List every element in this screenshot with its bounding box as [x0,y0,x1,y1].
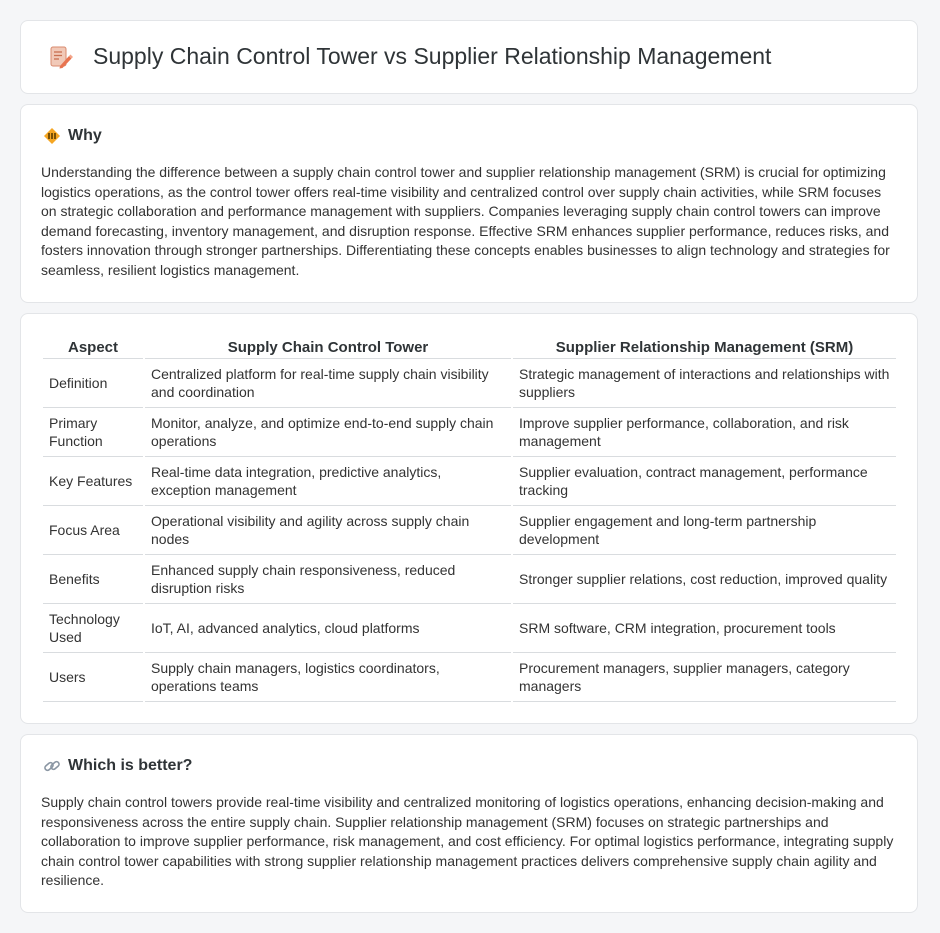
control-tower-cell: Supply chain managers, logistics coordinators, operations teams [145,653,511,702]
why-heading-row [43,127,102,145]
aspect-cell: Key Features [43,457,143,506]
header-control-tower: Supply Chain Control Tower [145,335,511,359]
table-row [43,555,896,604]
srm-cell: Improve supplier performance, collaboration, and risk management [513,408,896,457]
table-row [43,653,896,702]
srm-cell: Procurement managers, supplier managers, category managers [513,653,896,702]
document-edit-icon [47,44,73,70]
srm-cell: Supplier engagement and long-term partnership development [513,506,896,555]
srm-cell: Stronger supplier relations, cost reduction, improved quality [513,555,896,604]
control-tower-cell: Monitor, analyze, and optimize end-to-end supply chain operations [145,408,511,457]
better-text: Supply chain control towers provide real-time visibility and centralized monitoring of logistics operations, enhancing decision-making and responsiveness across the entire supply chain. Supplier relationship management (SRM) focuses on strategic partnerships and collaboration to improve supplier performance, risk management, and cost efficiency. For optimal logistics performance, integrating supply chain control tower capabilities with strong supplier relationship management practices delivers comprehensive supply chain agility and resilience. [41,794,894,889]
table-row [43,506,896,555]
control-tower-cell: Enhanced supply chain responsiveness, reduced disruption risks [145,555,511,604]
which-better-card [20,734,918,913]
aspect-cell: Technology Used [43,604,143,653]
better-heading-row [43,757,192,775]
warning-diamond-icon [43,127,61,145]
aspect-cell: Definition [43,359,143,408]
control-tower-cell: IoT, AI, advanced analytics, cloud platforms [145,604,511,653]
aspect-cell: Users [43,653,143,702]
why-text: Understanding the difference between a supply chain control tower and supplier relationship management (SRM) is crucial for optimizing logistics operations, as the control tower offers real-time visibility and centralized control over supply chain activities, while SRM focuses on strategic collaboration and performance management with suppliers. Companies leveraging supply chain control towers can improve demand forecasting, inventory management, and disruption response. Effective SRM enhances supplier performance, reduces risks, and fosters innovation through stronger partnerships. Differentiating these concepts enables businesses to align technology and strategies for seamless, resilient logistics management. [41,164,890,278]
header-aspect: Aspect [43,335,143,359]
srm-cell: Supplier evaluation, contract management, performance tracking [513,457,896,506]
title-card [20,20,918,94]
control-tower-cell: Real-time data integration, predictive analytics, exception management [145,457,511,506]
why-card [20,104,918,303]
aspect-cell: Benefits [43,555,143,604]
better-heading: Which is better? [68,757,193,774]
table-row [43,359,896,408]
aspect-cell: Focus Area [43,506,143,555]
table-header-row [43,335,896,359]
aspect-cell: Primary Function [43,408,143,457]
comparison-table [41,335,898,702]
title-row [47,43,771,70]
control-tower-cell: Centralized platform for real-time supply chain visibility and coordination [145,359,511,408]
table-row [43,408,896,457]
table-row [43,604,896,653]
comparison-card [20,313,918,724]
page-title: Supply Chain Control Tower vs Supplier Relationship Management [93,43,772,69]
table-row [43,457,896,506]
srm-cell: SRM software, CRM integration, procurement tools [513,604,896,653]
control-tower-cell: Operational visibility and agility across supply chain nodes [145,506,511,555]
header-srm: Supplier Relationship Management (SRM) [513,335,896,359]
srm-cell: Strategic management of interactions and relationships with suppliers [513,359,896,408]
why-heading: Why [68,127,102,144]
link-icon [43,757,61,775]
